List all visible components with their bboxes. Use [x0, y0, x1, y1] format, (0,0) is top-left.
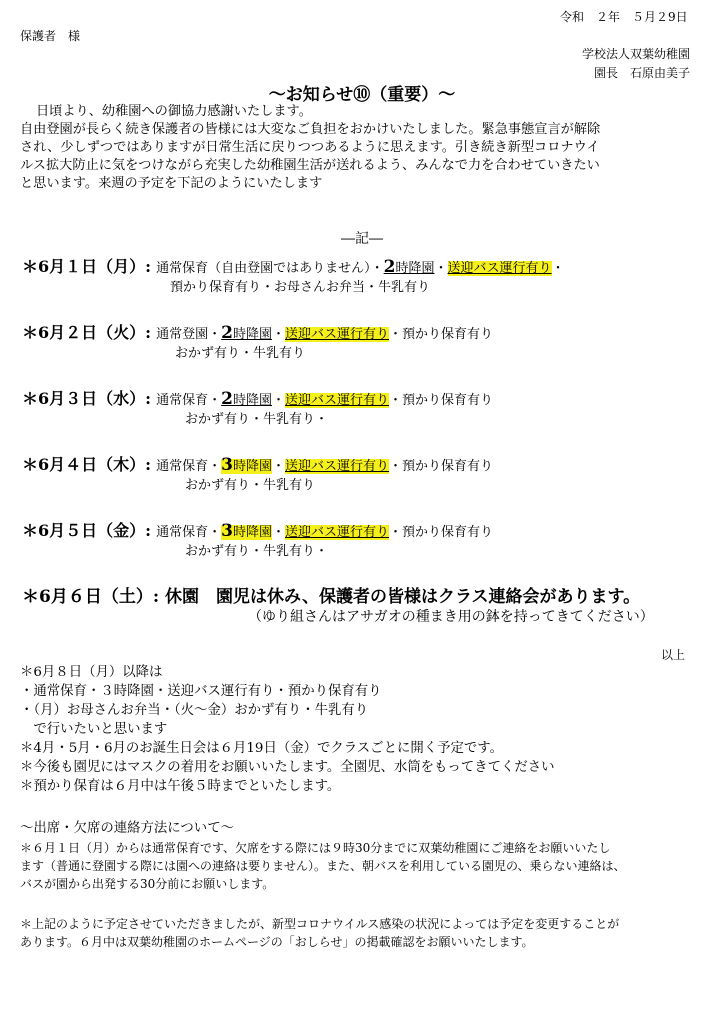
intro-line: 自由登園が長らく続き保護者の皆様には大変なご負担をおかけいたしました。緊急事態宣言が解除 [20, 122, 601, 137]
closing-line: あります。６月中は双葉幼稚園のホームページの「おしらせ」の掲載確認をお願いいたします。 [20, 935, 534, 949]
schedule-detail: おかず有り・牛乳有り・ [185, 544, 329, 559]
intro-line: ルス拡大防止に気をつけながら充実した幼稚園生活が送れるよう、みんなで力を合わせていきたい [20, 158, 600, 173]
schedule-day: ＊6月５日（金）: [22, 521, 152, 540]
schedule-day: ＊6月４日（木）: [22, 455, 152, 474]
schedule-tail: ・預かり保育有り [389, 393, 494, 408]
bus-badge: 送迎バス運行有り [285, 525, 390, 540]
school-name: 学校法人双葉幼稚園 [581, 47, 690, 61]
dismissal-text: 時降園 [395, 261, 435, 276]
schedule-text: 通常保育・ [156, 525, 222, 540]
closing-line: ＊上記のように予定させていただきましたが、新型コロナウイルス感染の状況によっては予定を変更することが [20, 917, 620, 931]
intro-line: され、少しずつではありますが日常生活に戻りつつあるように思えます。引き続き新型コロナウイ [20, 140, 600, 155]
page-title: ～お知らせ⑩（重要）～ [268, 85, 456, 105]
schedule-tail: ・預かり保育有り [389, 327, 494, 342]
dismissal-hour: 2 [221, 389, 233, 409]
schedule-separator: ・ [272, 459, 286, 474]
schedule-tail: ・ [551, 261, 565, 276]
ki-marker: ―記― [341, 231, 383, 247]
after-line: ＊6月８日（月）以降は [20, 665, 163, 680]
attendance-heading: ～出席・欠席の連絡方法について～ [20, 821, 234, 836]
dismissal-text: 時降園 [233, 459, 273, 474]
ijou: 以上 [661, 648, 686, 662]
dismissal-hour: 2 [383, 257, 396, 277]
date: 令和 ２年 ５月２9日 [560, 10, 688, 24]
dismissal-hour: 3 [221, 521, 233, 541]
schedule-text: 通常登園・ [156, 327, 222, 342]
bus-badge: 送迎バス運行有り [285, 327, 390, 342]
schedule-day: ＊6月１日（月）: [22, 257, 152, 276]
schedule-text: 通常保育・ [156, 393, 222, 408]
dismissal-text: 時降園 [233, 327, 273, 342]
after-line: で行いたいと思います [20, 722, 168, 737]
schedule-detail: おかず有り・牛乳有り [175, 346, 306, 361]
schedule-tail: ・預かり保育有り [389, 525, 494, 540]
after-line: ＊預かり保育は６月中は午後５時までといたします。 [20, 779, 341, 794]
dismissal-text: 時降園 [233, 393, 273, 408]
principal-name: 園長 石原由美子 [593, 66, 690, 80]
saturday-notice: ＊6月６日（土）: 休園 園児は休み、保護者の皆様はクラス連絡会があります。 [22, 587, 641, 607]
schedule-detail: おかず有り・牛乳有り・ [185, 412, 329, 427]
schedule-detail: おかず有り・牛乳有り [185, 478, 316, 493]
bus-badge: 送迎バス運行有り [447, 261, 552, 276]
schedule-day: ＊6月３日（水）: [22, 389, 152, 408]
dismissal-hour: 3 [221, 455, 233, 475]
schedule-text: 通常保育・ [156, 459, 222, 474]
schedule-detail: 預かり保育有り・お母さんお弁当・牛乳有り [170, 280, 431, 295]
dismissal-text: 時降園 [233, 525, 273, 540]
schedule-separator: ・ [434, 261, 448, 276]
schedule-separator: ・ [272, 525, 286, 540]
intro-line: と思います。来週の予定を下記のようにいたします [20, 176, 323, 191]
after-line: ＊4月・5月・6月のお誕生日会は６月19日（金）でクラスごとに開く予定です。 [20, 741, 504, 756]
recipient: 保護者 様 [20, 29, 81, 43]
intro-line: 日頃より、幼稚園への御協力感謝いたします。 [36, 104, 312, 119]
attendance-line: ＊６月１日（月）からは通常保育です、欠席をする際には９時30分までに双葉幼稚園にご連絡をお願いいたし [20, 841, 611, 855]
schedule-separator: ・ [272, 393, 286, 408]
after-line: ・（月）お母さんお弁当・（火～金）おかず有り・牛乳有り [20, 703, 369, 718]
schedule-separator: ・ [272, 327, 286, 342]
schedule-day: ＊6月２日（火）: [22, 323, 152, 342]
bus-badge: 送迎バス運行有り [285, 393, 390, 408]
bus-badge: 送迎バス運行有り [285, 459, 390, 474]
attendance-line: ます（普通に登園する際には園への連絡は要りません）。また、朝バスを利用している園児の、乗らない連絡は、 [20, 859, 626, 873]
dismissal-hour: 2 [221, 323, 233, 343]
schedule-tail: ・預かり保育有り [389, 459, 494, 474]
schedule-text: 通常保育（自由登園ではありません）・ [156, 261, 384, 276]
saturday-note: （ゆり組さんはアサガオの種まき用の鉢を持ってきてください） [248, 609, 654, 625]
attendance-line: バスが園から出発する30分前にお願いします。 [20, 877, 275, 891]
after-line: ＊今後も園児にはマスクの着用をお願いいたします。全園児、水筒をもってきてください [20, 760, 555, 775]
after-line: ・通常保育・３時降園・送迎バス運行有り・預かり保育有り [20, 684, 382, 699]
